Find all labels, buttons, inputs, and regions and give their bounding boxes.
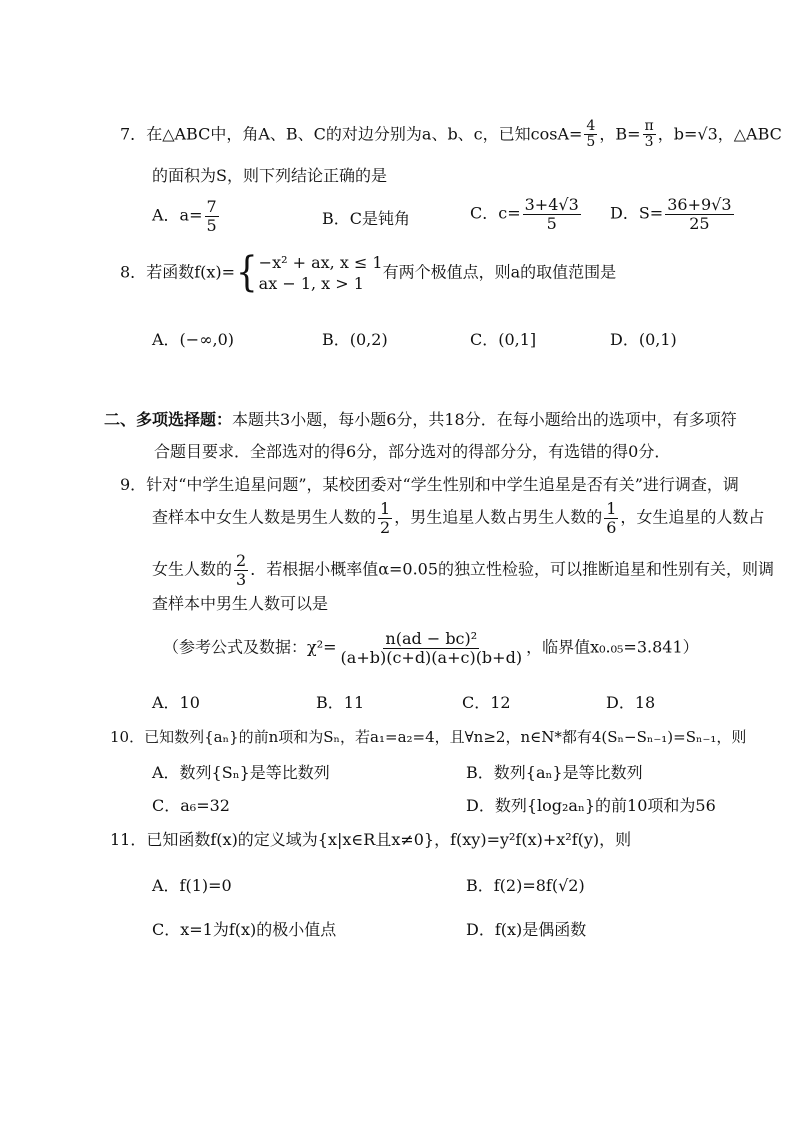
q7-option-d-label: D．S= (610, 203, 664, 223)
q9-fraction-3-denominator: 3 (236, 569, 247, 589)
q9-option-d: D．18 (606, 693, 656, 712)
q10-option-b: B．数列{aₙ}是等比数列 (466, 763, 643, 782)
q9-fraction-2-numerator: 1 (606, 499, 617, 518)
q10-option-c: C．a₆=32 (152, 796, 230, 815)
q7-line1 (120, 119, 782, 151)
q7-option-a-fraction (205, 198, 219, 234)
q7-option-d-numerator: 36+9√3 (667, 195, 732, 214)
q9-line2 (152, 500, 764, 536)
q8-stem (120, 249, 617, 297)
q9-fraction-2 (604, 500, 618, 536)
q7-option-a (152, 198, 221, 234)
q11-option-a: A．f(1)=0 (152, 876, 232, 895)
critical-value-text: ，临界值x₀.₀₅=3.841） (526, 637, 699, 657)
q10-text: 已知数列{aₙ}的前n项和为Sₙ，若a₁=a₂=4，且∀n≥2，n∈N*都有4(Sₙ−Sₙ₋₁)=Sₙ₋₁，则 (144, 728, 747, 746)
angle-B-numerator: π (644, 118, 654, 134)
q7-option-a-numerator: 7 (206, 197, 217, 216)
q7-option-c-fraction (523, 196, 581, 232)
q9-option-c: C．12 (462, 693, 511, 712)
q9-option-a: A．10 (152, 693, 200, 712)
q9-text-3b: ．若根据小概率值α=0.05的独立性检验，可以推断追星和性别有关，则调 (250, 559, 775, 579)
q10-stem (110, 726, 746, 748)
q7-text-b: ，B= (599, 124, 641, 144)
q7-option-c-label: C．c= (470, 203, 521, 223)
q9-reference-formula (163, 630, 699, 666)
q9-line1 (120, 474, 739, 496)
piecewise-cases (259, 252, 383, 294)
q7-option-c-numerator: 3+4√3 (524, 195, 579, 214)
q7-option-a-label: A．a= (152, 205, 203, 225)
chi-square-numerator: n(ad − bc)² (385, 629, 478, 648)
q7-option-d (610, 196, 736, 232)
q8-text-post: 有两个极值点，则a的取值范围是 (382, 262, 617, 282)
q9-number: 9． (120, 475, 147, 494)
chi-square-fraction (339, 630, 525, 666)
q7-option-d-denominator: 25 (689, 213, 710, 233)
q9-fraction-1-denominator: 2 (380, 517, 391, 537)
q8-option-d: D．(0,1) (610, 330, 677, 349)
q7-text-a: 在△ABC中，角A、B、C的对边分别为a、b、c，已知cosA= (146, 124, 583, 144)
q9-line4: 查样本中男生人数可以是 (152, 594, 329, 613)
q8-option-c: C．(0,1] (470, 330, 537, 349)
q9-text-3a: 女生人数的 (152, 559, 233, 579)
q7-text-c: ，b=√3，△ABC (657, 124, 782, 144)
piecewise-case-2: ax − 1, x > 1 (258, 274, 364, 293)
section2-line2: 合题目要求．全部选对的得6分，部分选对的得部分分，有选错的得0分． (154, 442, 671, 461)
q7-line2: 的面积为S，则下列结论正确的是 (152, 166, 387, 185)
q7-number: 7． (120, 124, 147, 144)
cosA-numerator: 4 (586, 118, 596, 134)
angle-B-denominator: 3 (644, 134, 654, 151)
q11-number: 11． (110, 830, 147, 849)
q7-option-c (470, 196, 583, 232)
piecewise-brace: { (236, 249, 258, 297)
q9-fraction-2-denominator: 6 (606, 517, 617, 537)
q8-number: 8． (120, 262, 147, 282)
q8-option-b: B．(0,2) (322, 330, 388, 349)
chi-square-denominator: (a+b)(c+d)(a+c)(b+d) (340, 647, 523, 667)
q7-option-c-denominator: 5 (546, 213, 557, 233)
q11-option-c: C．x=1为f(x)的极小值点 (152, 920, 337, 939)
cosA-fraction (584, 119, 597, 151)
q7-option-d-fraction (665, 196, 733, 232)
q11-option-b: B．f(2)=8f(√2) (466, 876, 585, 895)
q10-option-a: A．数列{Sₙ}是等比数列 (152, 763, 330, 782)
q9-text-2a: 查样本中女生人数是男生人数的 (152, 507, 377, 527)
section2-title: 二、多项选择题： (104, 410, 233, 429)
q9-fraction-1-numerator: 1 (380, 499, 391, 518)
q9-text-1: 针对“中学生追星问题”，某校团委对“学生性别和中学生追星是否有关”进行调查，调 (146, 475, 739, 494)
piecewise-case-1: −x² + ax, x ≤ 1 (258, 253, 383, 272)
q10-option-d: D．数列{log₂aₙ}的前10项和为56 (466, 796, 716, 815)
q10-number: 10． (110, 728, 145, 746)
q9-text-2b: ，男生追星人数占男生人数的 (394, 507, 603, 527)
cosA-denominator: 5 (586, 134, 596, 151)
section2-instructions-1: 本题共3小题，每小题6分，共18分．在每小题给出的选项中，有多项符 (232, 410, 737, 429)
section2-line1 (104, 409, 737, 431)
q11-text: 已知函数f(x)的定义域为{x|x∈R且x≠0}，f(xy)=y²f(x)+x²f(y)，则 (146, 830, 632, 849)
q9-option-b: B．11 (316, 693, 365, 712)
q9-fraction-3-numerator: 2 (236, 551, 247, 570)
q11-stem (110, 829, 631, 851)
formula-prefix: （参考公式及数据：χ²= (163, 637, 337, 657)
q8-option-a: A．(−∞,0) (152, 330, 235, 349)
q9-fraction-3 (234, 552, 248, 588)
q7-option-a-denominator: 5 (206, 215, 217, 235)
q8-text-pre: 若函数f(x)= (146, 262, 236, 282)
q9-line3 (152, 552, 774, 588)
angle-B-fraction (643, 119, 656, 151)
q9-fraction-1 (378, 500, 392, 536)
q11-option-d: D．f(x)是偶函数 (466, 920, 587, 939)
q7-option-b: B．C是钝角 (322, 209, 411, 228)
q9-text-2c: ，女生追星的人数占 (620, 507, 765, 527)
